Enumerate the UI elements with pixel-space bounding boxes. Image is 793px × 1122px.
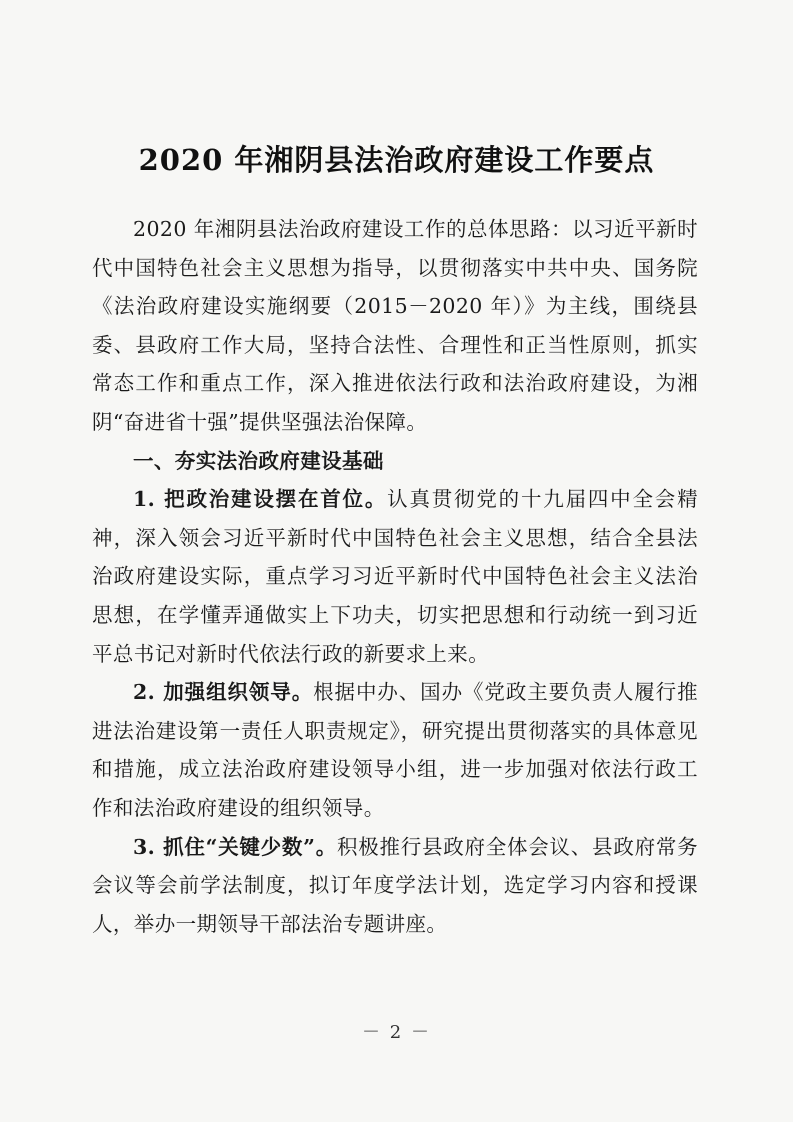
item-paragraph-2 (92, 673, 698, 827)
item-lead-2: 2. 加强组织领导。 (133, 680, 314, 705)
item-text-2: 根据中办、国办《党政主要负责人履行推进法治建设第一责任人职责规定》，研究提出贯彻落实的具体意见和措施，成立法治政府建设领导小组，进一步加强对依法行政工作和法治政府建设的组织领导。 (92, 680, 698, 820)
item-lead-1: 1. 把政治建设摆在首位。 (133, 487, 388, 512)
item-paragraph-3 (92, 828, 698, 944)
item-lead-3: 3. 抓住“关键少数”。 (133, 834, 337, 859)
item-text-3: 积极推行县政府全体会议、县政府常务会议等会前学法制度，拟订年度学法计划，选定学习内容和授课人，举办一期领导干部法治专题讲座。 (92, 834, 698, 936)
page-number: － 2 － (362, 1022, 431, 1043)
document-title: 2020 年湘阴县法治政府建设工作要点 (138, 143, 655, 177)
document-body (92, 210, 698, 943)
item-text-1: 认真贯彻党的十九届四中全会精神，深入领会习近平新时代中国特色社会主义思想，结合全县法治政府建设实际，重点学习习近平新时代中国特色社会主义法治思想，在学懂弄通做实上下功夫，切实把思想和行动统一到习近平总书记对新时代依法行政的新要求上来。 (92, 487, 698, 666)
item-paragraph-1 (92, 480, 698, 673)
section-heading: 一、夯实法治政府建设基础 (133, 448, 384, 473)
intro-paragraph: 2020 年湘阴县法治政府建设工作的总体思路：以习近平新时代中国特色社会主义思想为指导，以贯彻落实中共中央、国务院《法治政府建设实施纲要（2015－2020 年）》为主线，围绕县委、县政府工作大局，坚持合法性、合理性和正当性原则，抓实常态工作和重点工作，深入推进依法行政和法治政府建设，为湘阴“奋进省十强”提供坚强法治保障。 (92, 217, 698, 434)
